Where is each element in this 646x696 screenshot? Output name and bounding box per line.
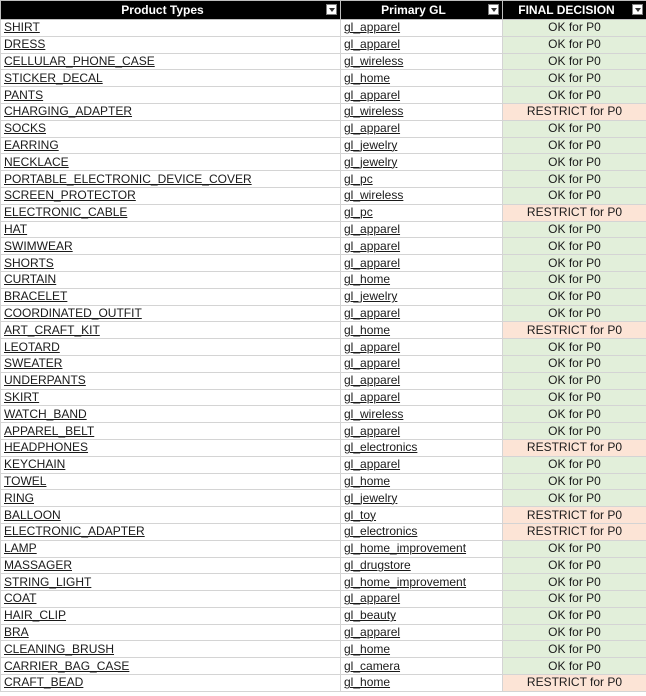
product-type-cell[interactable]: PANTS [1,87,341,104]
final-decision-cell[interactable]: OK for P0 [503,70,646,87]
product-type-cell[interactable]: DRESS [1,36,341,53]
final-decision-cell[interactable]: OK for P0 [503,20,646,37]
table-row [1,238,646,255]
final-decision-cell[interactable]: RESTRICT for P0 [503,507,646,524]
final-decision-cell[interactable]: OK for P0 [503,658,646,675]
column-header-product-types[interactable] [1,1,341,20]
final-decision-cell[interactable]: RESTRICT for P0 [503,103,646,120]
product-type-cell[interactable]: SCREEN_PROTECTOR [1,187,341,204]
table-row [1,507,646,524]
table-row [1,36,646,53]
primary-gl-cell[interactable]: gl_home_improvement [341,540,503,557]
final-decision-cell[interactable]: OK for P0 [503,574,646,591]
primary-gl-cell[interactable]: gl_apparel [341,120,503,137]
product-type-cell[interactable]: PORTABLE_ELECTRONIC_DEVICE_COVER [1,171,341,188]
header-row [1,1,646,20]
table-row [1,423,646,440]
table-row [1,473,646,490]
product-type-cell[interactable]: LAMP [1,540,341,557]
final-decision-cell[interactable]: OK for P0 [503,36,646,53]
primary-gl-cell[interactable]: gl_apparel [341,87,503,104]
column-header-primary-gl[interactable] [341,1,503,20]
table-row [1,20,646,37]
final-decision-cell[interactable]: OK for P0 [503,473,646,490]
final-decision-cell[interactable]: OK for P0 [503,490,646,507]
primary-gl-cell[interactable]: gl_jewelry [341,288,503,305]
product-type-cell[interactable]: CURTAIN [1,271,341,288]
product-type-cell[interactable]: APPAREL_BELT [1,423,341,440]
product-type-cell[interactable]: STRING_LIGHT [1,574,341,591]
product-type-cell[interactable]: CHARGING_ADAPTER [1,103,341,120]
product-type-cell[interactable]: SKIRT [1,389,341,406]
table-row [1,70,646,87]
product-type-cell[interactable]: STICKER_DECAL [1,70,341,87]
primary-gl-cell[interactable]: gl_jewelry [341,137,503,154]
final-decision-cell[interactable]: OK for P0 [503,607,646,624]
product-type-cell[interactable]: SOCKS [1,120,341,137]
primary-gl-cell[interactable]: gl_camera [341,658,503,675]
final-decision-cell[interactable]: OK for P0 [503,305,646,322]
primary-gl-cell[interactable]: gl_jewelry [341,154,503,171]
final-decision-cell[interactable]: OK for P0 [503,221,646,238]
final-decision-cell[interactable]: RESTRICT for P0 [503,439,646,456]
product-type-cell[interactable]: UNDERPANTS [1,372,341,389]
final-decision-cell[interactable]: OK for P0 [503,339,646,356]
table-row [1,305,646,322]
final-decision-cell[interactable]: OK for P0 [503,271,646,288]
primary-gl-cell[interactable]: gl_pc [341,171,503,188]
table-row [1,204,646,221]
final-decision-cell[interactable]: OK for P0 [503,154,646,171]
final-decision-cell[interactable]: OK for P0 [503,137,646,154]
primary-gl-cell[interactable]: gl_drugstore [341,557,503,574]
final-decision-cell[interactable]: RESTRICT for P0 [503,204,646,221]
final-decision-cell[interactable]: OK for P0 [503,238,646,255]
final-decision-cell[interactable]: OK for P0 [503,372,646,389]
table-row [1,490,646,507]
product-type-cell[interactable]: ELECTRONIC_ADAPTER [1,523,341,540]
final-decision-cell[interactable]: OK for P0 [503,540,646,557]
product-type-cell[interactable]: HAT [1,221,341,238]
primary-gl-cell[interactable]: gl_home [341,473,503,490]
table-row [1,641,646,658]
table-row [1,171,646,188]
product-type-cell[interactable]: CELLULAR_PHONE_CASE [1,53,341,70]
primary-gl-cell[interactable]: gl_home [341,675,503,692]
final-decision-cell[interactable]: OK for P0 [503,87,646,104]
product-type-cell[interactable]: MASSAGER [1,557,341,574]
final-decision-cell[interactable]: OK for P0 [503,288,646,305]
final-decision-cell[interactable]: RESTRICT for P0 [503,675,646,692]
primary-gl-cell[interactable]: gl_apparel [341,624,503,641]
final-decision-cell[interactable]: OK for P0 [503,456,646,473]
filter-dropdown-icon[interactable] [632,4,643,15]
product-type-cell[interactable]: BALLOON [1,507,341,524]
product-type-cell[interactable]: BRACELET [1,288,341,305]
final-decision-cell[interactable]: OK for P0 [503,557,646,574]
primary-gl-cell[interactable]: gl_pc [341,204,503,221]
primary-gl-cell[interactable]: gl_apparel [341,305,503,322]
primary-gl-cell[interactable]: gl_home [341,271,503,288]
final-decision-cell[interactable]: OK for P0 [503,624,646,641]
table-row [1,288,646,305]
table-row [1,574,646,591]
table-body [1,20,646,692]
product-type-cell[interactable]: WATCH_BAND [1,406,341,423]
final-decision-cell[interactable]: OK for P0 [503,641,646,658]
product-type-cell[interactable]: SHIRT [1,20,341,37]
primary-gl-cell[interactable]: gl_home [341,641,503,658]
final-decision-cell[interactable]: OK for P0 [503,423,646,440]
primary-gl-cell[interactable]: gl_home [341,70,503,87]
product-type-cell[interactable]: COAT [1,591,341,608]
product-type-cell[interactable]: LEOTARD [1,339,341,356]
primary-gl-cell[interactable]: gl_apparel [341,423,503,440]
final-decision-cell[interactable]: RESTRICT for P0 [503,523,646,540]
final-decision-cell[interactable]: OK for P0 [503,120,646,137]
final-decision-cell[interactable]: OK for P0 [503,255,646,272]
final-decision-cell[interactable]: OK for P0 [503,406,646,423]
product-type-cell[interactable]: SWIMWEAR [1,238,341,255]
product-type-cell[interactable]: HEADPHONES [1,439,341,456]
table-row [1,406,646,423]
table-row [1,137,646,154]
table-row [1,87,646,104]
table-row [1,557,646,574]
table-row [1,675,646,692]
primary-gl-cell[interactable]: gl_apparel [341,355,503,372]
primary-gl-cell[interactable]: gl_toy [341,507,503,524]
table-row [1,607,646,624]
table-row [1,439,646,456]
primary-gl-cell[interactable]: gl_wireless [341,187,503,204]
product-type-cell[interactable]: CRAFT_BEAD [1,675,341,692]
table-row [1,540,646,557]
table-row [1,624,646,641]
table-row [1,389,646,406]
primary-gl-cell[interactable]: gl_apparel [341,372,503,389]
table-row [1,120,646,137]
product-type-cell[interactable]: NECKLACE [1,154,341,171]
primary-gl-cell[interactable]: gl_home [341,322,503,339]
primary-gl-cell[interactable]: gl_apparel [341,591,503,608]
table-row [1,271,646,288]
product-type-cell[interactable]: SHORTS [1,255,341,272]
primary-gl-cell[interactable]: gl_apparel [341,221,503,238]
column-header-label: FINAL DECISION [518,3,615,17]
table-row [1,322,646,339]
final-decision-cell[interactable]: OK for P0 [503,171,646,188]
primary-gl-cell[interactable]: gl_apparel [341,389,503,406]
table-row [1,339,646,356]
product-type-cell[interactable]: BRA [1,624,341,641]
product-type-cell[interactable]: HAIR_CLIP [1,607,341,624]
product-type-cell[interactable]: RING [1,490,341,507]
primary-gl-cell[interactable]: gl_beauty [341,607,503,624]
product-type-cell[interactable]: TOWEL [1,473,341,490]
primary-gl-cell[interactable]: gl_wireless [341,406,503,423]
product-type-cell[interactable]: ELECTRONIC_CABLE [1,204,341,221]
table-row [1,255,646,272]
table-row [1,355,646,372]
product-type-cell[interactable]: SWEATER [1,355,341,372]
table-row [1,103,646,120]
final-decision-cell[interactable]: OK for P0 [503,355,646,372]
final-decision-cell[interactable]: OK for P0 [503,389,646,406]
table-row [1,591,646,608]
column-header-final-decision[interactable] [503,1,646,20]
primary-gl-cell[interactable]: gl_jewelry [341,490,503,507]
final-decision-cell[interactable]: OK for P0 [503,53,646,70]
table-row [1,187,646,204]
table-row [1,221,646,238]
primary-gl-cell[interactable]: gl_apparel [341,238,503,255]
final-decision-cell[interactable]: RESTRICT for P0 [503,322,646,339]
table-row [1,154,646,171]
product-type-cell[interactable]: ART_CRAFT_KIT [1,322,341,339]
table-row [1,53,646,70]
filter-dropdown-icon[interactable] [488,4,499,15]
primary-gl-cell[interactable]: gl_apparel [341,339,503,356]
primary-gl-cell[interactable]: gl_apparel [341,456,503,473]
product-type-cell[interactable]: KEYCHAIN [1,456,341,473]
primary-gl-cell[interactable]: gl_wireless [341,53,503,70]
primary-gl-cell[interactable]: gl_electronics [341,439,503,456]
table-row [1,658,646,675]
table-row [1,372,646,389]
table-row [1,456,646,473]
final-decision-cell[interactable]: OK for P0 [503,187,646,204]
product-type-cell[interactable]: COORDINATED_OUTFIT [1,305,341,322]
product-type-cell[interactable]: CARRIER_BAG_CASE [1,658,341,675]
column-header-label: Product Types [121,3,204,17]
primary-gl-cell[interactable]: gl_home_improvement [341,574,503,591]
column-header-label: Primary GL [381,3,446,17]
table-row [1,523,646,540]
final-decision-cell[interactable]: OK for P0 [503,591,646,608]
primary-gl-cell[interactable]: gl_apparel [341,20,503,37]
product-type-cell[interactable]: CLEANING_BRUSH [1,641,341,658]
primary-gl-cell[interactable]: gl_wireless [341,103,503,120]
product-type-cell[interactable]: EARRING [1,137,341,154]
primary-gl-cell[interactable]: gl_apparel [341,36,503,53]
primary-gl-cell[interactable]: gl_apparel [341,255,503,272]
primary-gl-cell[interactable]: gl_electronics [341,523,503,540]
filter-dropdown-icon[interactable] [326,4,337,15]
